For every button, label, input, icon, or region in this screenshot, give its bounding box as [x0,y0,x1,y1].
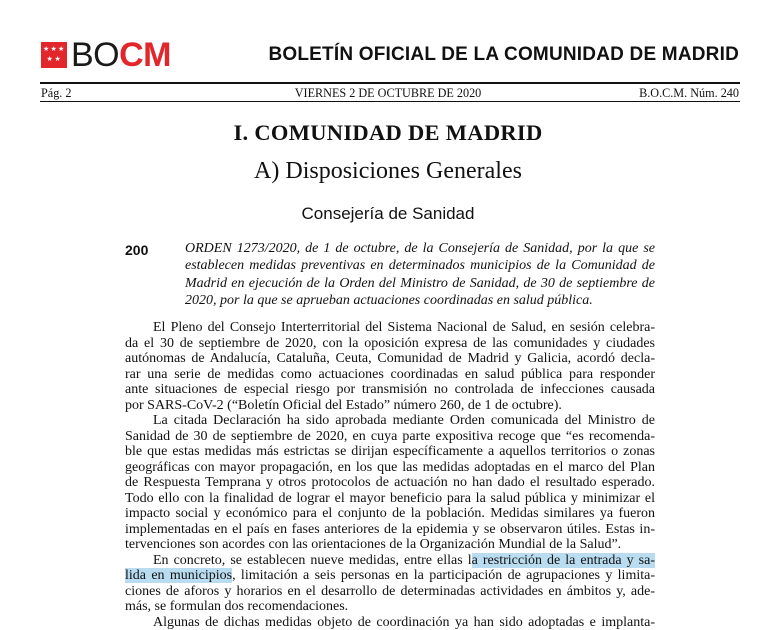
body-line: impacto social y económico para el conjunto de la población. Medidas similares ya fueron [125,506,655,522]
header-rule-top [40,82,740,84]
body-line: por SARS-CoV-2 (“Boletín Oficial del Estado” número 260, de 1 de octubre). [125,398,655,414]
body-line [125,568,655,584]
header-rule-bottom [40,101,740,102]
body-text: , limitación a seis personas en la participación de agrupaciones y limita- [232,568,655,583]
highlighted-text[interactable]: lida en municipios [125,568,232,583]
body-line: Sanidad de 30 de septiembre de 2020, en cuya parte expositiva recoge que “es recomenda- [125,429,655,445]
body-line: Todo ello con la finalidad de lograr el mayor beneficio para la salud pública y minimizar el [125,491,655,507]
body-line: La citada Declaración ha sido aprobada mediante Orden comunicada del Ministro de [125,413,655,429]
subsection-title: A) Disposiciones Generales [0,158,776,185]
body-line: ante situaciones de especial riesgo por transmisión no controlada de infecciones causada [125,382,655,398]
bocm-logo [41,39,171,71]
order-summary: ORDEN 1273/2020, de 1 de octubre, de la Consejería de Sanidad, por la que se establecen medidas preventivas en determinados municipios de la Comunidad de Madrid en ejecución de la Orden del Ministro de Sanidad, de 30 de septiembre de 2020, por la que se aprueban actuaciones coordinadas en salud pública. [185,240,655,309]
logo-text-cm: CM [119,39,171,71]
highlighted-text[interactable]: a restricción de la entrada y sa- [472,553,655,568]
body-line: rar una serie de medidas como actuaciones coordinadas en salud pública para responder [125,367,655,383]
issue-number: B.O.C.M. Núm. 240 [639,86,739,101]
body-line: ble que estas medidas más estrictas se dirijan específicamente a aquellos territorios o zonas [125,444,655,460]
body-line: autónomas de Andalucía, Cataluña, Ceuta, Comunidad de Madrid y Galicia, acordó decla- [125,351,655,367]
body-line: implementadas en el país en fases anteriores de la epidemia y se observaron útiles. Estas in- [125,522,655,538]
madrid-flag-icon: ★ ★ ★ ★ ★ [41,42,67,68]
body-text: En concreto, se establecen nueve medidas, entre ellas l [153,553,472,568]
body-line: de Respuesta Temprana y otros protocolos de actuación no han dado el resultado esperado. [125,475,655,491]
department-title: Consejería de Sanidad [0,204,776,224]
section-title: I. COMUNIDAD DE MADRID [0,120,776,146]
body-line: más, se formulan dos recomendaciones. [125,599,655,615]
body-line [125,553,655,569]
publication-title: BOLETÍN OFICIAL DE LA COMUNIDAD DE MADRID [268,44,739,66]
order-number: 200 [125,242,148,258]
order-body [125,320,655,630]
body-line: tervenciones son acordes con las orientaciones de la Organización Mundial de la Salud”. [125,537,655,553]
body-line: ciones de aforos y horarios en el desarrollo de determinadas actividades en ámbitos y, ade- [125,584,655,600]
body-line: Algunas de dichas medidas objeto de coordinación ya han sido adoptadas e implanta- [125,615,655,630]
body-line: El Pleno del Consejo Interterritorial del Sistema Nacional de Salud, en sesión celebra- [125,320,655,336]
body-line: da el 30 de septiembre de 2020, con la oposición expresa de las comunidades y ciudades [125,336,655,352]
publication-date: VIERNES 2 DE OCTUBRE DE 2020 [0,86,776,101]
page-number: Pág. 2 [41,86,71,101]
body-line: geográficas con mayor propagación, en los que las medidas adoptadas en el marco del Plan [125,460,655,476]
logo-text-bo: BO [71,39,119,71]
